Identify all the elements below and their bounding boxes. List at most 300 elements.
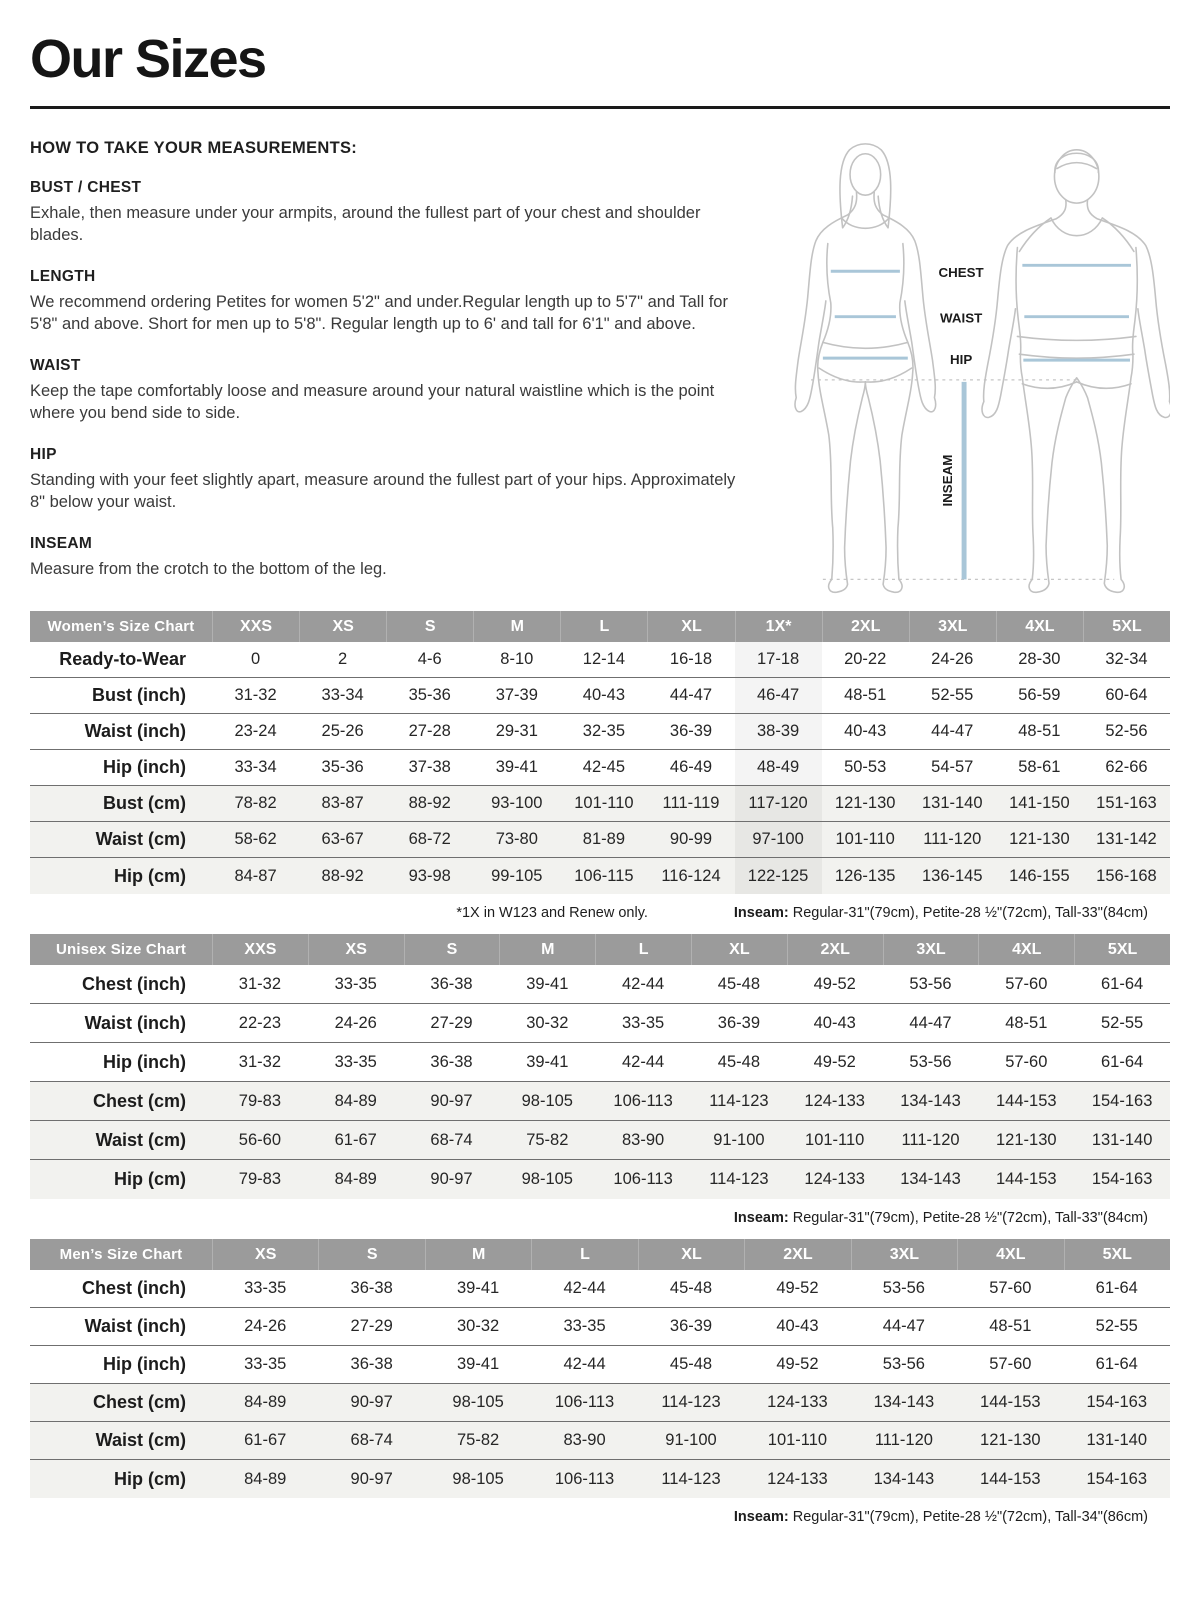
- section-body: Exhale, then measure under your armpits, around the fullest part of your chest and shoulder blades.: [30, 204, 701, 245]
- table-cell: 84-89: [244, 1393, 287, 1411]
- table-cell: 27-29: [430, 1013, 473, 1032]
- table-cell: 27-29: [350, 1317, 393, 1335]
- inseam-footnote-label: Inseam:: [733, 905, 789, 921]
- table-cell: 36-39: [669, 722, 713, 740]
- title-divider: [30, 106, 1170, 109]
- table-cell: 88-92: [408, 794, 451, 812]
- table-cell: 73-80: [495, 830, 538, 848]
- table-cell: 97-100: [735, 822, 822, 857]
- table-cell: 35-36: [408, 686, 451, 704]
- table-cell: 114-123: [661, 1393, 721, 1411]
- section-heading: LENGTH: [30, 267, 96, 285]
- table-cell: 44-47: [931, 722, 974, 740]
- table-cell: 57-60: [989, 1279, 1032, 1297]
- row-label: Hip (cm): [114, 1468, 186, 1489]
- mens-table-footnotes: [30, 1509, 1148, 1525]
- table-cell: 33-35: [244, 1279, 287, 1297]
- unisex-table-footnotes: [30, 1210, 1148, 1226]
- table-cell: 53-56: [909, 974, 952, 993]
- table-cell: 154-163: [1086, 1469, 1148, 1488]
- table-cell: 38-39: [735, 714, 822, 749]
- table-cell: 48-49: [735, 750, 822, 785]
- table-cell: 31-32: [238, 974, 281, 993]
- size-column-header: 4XL: [978, 934, 1074, 965]
- table-cell: 37-39: [495, 686, 538, 704]
- table-cell: 56-60: [238, 1130, 281, 1149]
- table-cell: 12-14: [582, 650, 625, 668]
- table-cell: 111-120: [923, 830, 982, 848]
- table-cell: 79-83: [238, 1170, 281, 1188]
- table-cell: 36-39: [669, 1317, 713, 1335]
- section-body: We recommend ordering Petites for women 5'2" and under.Regular length up to 5'7" and Tall for 5'8" and above. Short for men up to 5'8". Regular length up to 6' and tall for 6'1" and above.: [30, 292, 728, 334]
- table-cell: 84-89: [334, 1170, 377, 1188]
- section-waist: [30, 357, 754, 425]
- table-cell: 68-72: [408, 830, 451, 848]
- table-cell: 40-43: [582, 686, 625, 704]
- table-cell: 49-52: [813, 1052, 856, 1071]
- table-cell: 52-56: [1105, 722, 1148, 740]
- table-cell: 114-123: [709, 1170, 769, 1188]
- table-cell: 134-143: [900, 1170, 961, 1188]
- table-cell: 45-48: [669, 1279, 713, 1297]
- inseam-footnote-label: Inseam:: [733, 1509, 789, 1525]
- table-cell: 117-120: [735, 786, 822, 821]
- inseam-footnote-label: Inseam:: [733, 1210, 789, 1226]
- table-row: [30, 1422, 1170, 1460]
- womens-1x-footnote: *1X in W123 and Renew only.: [456, 905, 648, 921]
- male-tank-neckline: [1019, 218, 1134, 252]
- table-cell: 93-98: [408, 866, 451, 885]
- size-column-header: XL: [647, 611, 734, 642]
- table-cell: 39-41: [495, 758, 538, 776]
- table-cell: 28-30: [1018, 650, 1061, 668]
- table-row: [30, 678, 1170, 714]
- how-to-heading: HOW TO TAKE YOUR MEASUREMENTS:: [30, 139, 358, 157]
- table-cell: 30-32: [526, 1013, 569, 1032]
- table-cell: 121-130: [980, 1431, 1041, 1449]
- table-cell: 75-82: [457, 1431, 500, 1449]
- table-cell: 58-62: [234, 830, 277, 848]
- table-cell: 33-35: [334, 974, 377, 993]
- row-label: Chest (inch): [81, 973, 186, 994]
- table-cell: 62-66: [1105, 758, 1148, 776]
- row-label: Chest (inch): [81, 1278, 186, 1298]
- size-column-header: 3XL: [909, 611, 996, 642]
- table-row: [30, 1460, 1170, 1498]
- table-row: [30, 1121, 1170, 1160]
- mens-size-chart-table: [30, 1239, 1170, 1498]
- table-cell: 44-47: [882, 1317, 925, 1335]
- table-cell: 98-105: [521, 1091, 573, 1110]
- table-cell: 81-89: [582, 830, 625, 848]
- size-column-header: 5XL: [1064, 1239, 1170, 1270]
- table-cell: 48-51: [989, 1317, 1032, 1335]
- male-tank-hem: [1017, 336, 1136, 340]
- table-cell: 53-56: [882, 1279, 925, 1297]
- section-heading: WAIST: [30, 356, 81, 374]
- table-cell: 131-140: [1086, 1431, 1148, 1449]
- table-cell: 49-52: [813, 974, 856, 993]
- waist-label: WAIST: [940, 310, 983, 326]
- size-column-header: XXS: [212, 611, 299, 642]
- size-column-header: 1X*: [735, 611, 822, 642]
- table-cell: 90-99: [669, 830, 713, 848]
- table-cell: 35-36: [321, 758, 364, 776]
- size-column-header: 3XL: [851, 1239, 957, 1270]
- table-cell: 61-64: [1095, 1279, 1138, 1297]
- table-row: [30, 642, 1170, 678]
- table-cell: 53-56: [882, 1355, 925, 1373]
- size-column-header: 5XL: [1074, 934, 1170, 965]
- table-cell: 154-163: [1091, 1170, 1153, 1188]
- table-row: [30, 1308, 1170, 1346]
- page-title: Our Sizes: [30, 29, 266, 89]
- table-cell: 33-35: [244, 1355, 287, 1373]
- table-cell: 90-97: [350, 1393, 393, 1411]
- table-cell: 144-153: [996, 1091, 1057, 1110]
- table-cell: 101-110: [835, 830, 895, 848]
- table-row: [30, 1004, 1170, 1043]
- table-cell: 42-44: [563, 1279, 606, 1297]
- unisex-size-chart-table: [30, 934, 1170, 1199]
- table-cell: 52-55: [1100, 1013, 1144, 1032]
- table-cell: 84-89: [244, 1469, 287, 1488]
- female-outline: [795, 192, 865, 592]
- table-cell: 36-38: [430, 974, 473, 993]
- row-label: Chest (cm): [92, 1392, 186, 1412]
- size-column-header: XS: [299, 611, 386, 642]
- size-column-header: S: [318, 1239, 424, 1270]
- table-cell: 68-74: [350, 1431, 393, 1449]
- male-outline: [982, 200, 1077, 592]
- table-cell: 16-18: [669, 650, 713, 668]
- table-cell: 46-49: [669, 758, 713, 776]
- table-cell: 25-26: [321, 722, 364, 740]
- table-cell: 29-31: [495, 722, 538, 740]
- table-cell: 31-32: [238, 1052, 281, 1071]
- size-column-header: S: [404, 934, 500, 965]
- table-cell: 106-113: [613, 1170, 673, 1188]
- row-label: Waist (cm): [95, 1430, 186, 1450]
- size-column-header: XS: [212, 1239, 318, 1270]
- table-cell: 60-64: [1105, 686, 1148, 704]
- table-row: [30, 714, 1170, 750]
- section-inseam: [30, 535, 754, 580]
- table-cell: 33-34: [234, 758, 277, 776]
- table-cell: 30-32: [457, 1317, 500, 1335]
- table-cell: 39-41: [457, 1355, 500, 1373]
- size-column-header: L: [531, 1239, 637, 1270]
- table-cell: 124-133: [767, 1469, 828, 1488]
- table-cell: 90-97: [430, 1170, 473, 1188]
- section-body: Standing with your feet slightly apart, measure around the fullest part of your hips. Approximately 8" below your waist.: [30, 470, 736, 512]
- table-cell: 99-105: [491, 866, 543, 885]
- table-cell: 24-26: [931, 650, 974, 668]
- table-cell: 83-90: [621, 1130, 665, 1149]
- table-cell: 42-44: [563, 1355, 606, 1373]
- male-figure: [982, 150, 1170, 592]
- size-column-header: L: [560, 611, 647, 642]
- table-cell: 106-113: [554, 1393, 615, 1411]
- table-cell: 20-22: [844, 650, 887, 668]
- table-cell: 40-43: [813, 1013, 856, 1032]
- table-cell: 8-10: [500, 650, 534, 668]
- table-cell: 136-145: [921, 866, 983, 885]
- unisex-inseam-footnote: [734, 1210, 1148, 1226]
- table-cell: 48-51: [1018, 722, 1061, 740]
- inseam-footnote-text: Regular-31"(79cm), Petite-28 ½"(72cm), Tall-33"(84cm): [788, 1210, 1148, 1226]
- table-cell: 144-153: [996, 1170, 1057, 1188]
- table-title: Unisex Size Chart: [55, 941, 187, 958]
- womens-size-chart-table: [30, 611, 1170, 894]
- size-column-header: 2XL: [744, 1239, 850, 1270]
- size-column-header: M: [499, 934, 595, 965]
- size-column-header: XL: [691, 934, 787, 965]
- table-cell: 48-51: [1005, 1013, 1048, 1032]
- size-column-header: 2XL: [787, 934, 883, 965]
- table-cell: 88-92: [321, 866, 364, 885]
- instructions-column: [30, 133, 754, 611]
- table-row: [30, 1082, 1170, 1121]
- row-label: Waist (inch): [84, 1316, 186, 1336]
- table-row: [30, 965, 1170, 1004]
- size-column-header: 3XL: [883, 934, 979, 965]
- table-cell: 90-97: [430, 1091, 473, 1110]
- table-cell: 33-34: [321, 686, 364, 704]
- row-label: Hip (cm): [114, 865, 186, 886]
- size-column-header: XL: [638, 1239, 744, 1270]
- table-cell: 121-130: [834, 794, 896, 812]
- table-cell: 124-133: [804, 1091, 865, 1110]
- table-cell: 53-56: [909, 1052, 952, 1071]
- table-cell: 45-48: [669, 1355, 713, 1373]
- size-column-header: 2XL: [822, 611, 909, 642]
- row-label: Chest (cm): [92, 1090, 186, 1111]
- table-cell: 90-97: [350, 1469, 393, 1488]
- table-cell: 131-140: [1091, 1130, 1153, 1149]
- table-cell: 106-113: [613, 1091, 673, 1110]
- size-column-header: XS: [308, 934, 404, 965]
- table-cell: 154-163: [1086, 1393, 1148, 1411]
- table-cell: 46-47: [735, 678, 822, 713]
- female-face: [850, 154, 881, 195]
- table-row: [30, 858, 1170, 894]
- table-cell: 83-90: [563, 1431, 606, 1449]
- size-column-header: M: [425, 1239, 531, 1270]
- table-cell: 24-26: [334, 1013, 377, 1032]
- table-cell: 134-143: [873, 1393, 935, 1411]
- measurement-labels: [939, 265, 984, 506]
- table-cell: 126-135: [834, 866, 896, 885]
- table-cell: 68-74: [430, 1130, 473, 1149]
- table-cell: 23-24: [234, 722, 277, 740]
- table-row: [30, 1160, 1170, 1199]
- table-cell: 106-113: [554, 1469, 615, 1488]
- table-cell: 36-39: [717, 1013, 760, 1032]
- table-row: [30, 1384, 1170, 1422]
- row-label: Hip (cm): [114, 1169, 186, 1189]
- mens-inseam-footnote: [734, 1509, 1148, 1525]
- table-cell: 114-123: [709, 1091, 769, 1110]
- measurement-instructions-row: [30, 133, 1170, 611]
- table-cell: 144-153: [980, 1469, 1041, 1488]
- table-cell: 61-64: [1095, 1355, 1138, 1373]
- table-cell: 42-45: [582, 758, 625, 776]
- table-row: [30, 750, 1170, 786]
- table-cell: 32-35: [582, 722, 625, 740]
- table-cell: 101-110: [767, 1431, 828, 1449]
- size-column-header: S: [386, 611, 473, 642]
- row-label: Waist (inch): [84, 1012, 186, 1033]
- table-cell: 61-64: [1100, 1052, 1144, 1071]
- table-cell: 151-163: [1096, 794, 1157, 812]
- table-cell: 2: [338, 650, 348, 668]
- table-cell: 156-168: [1096, 866, 1157, 885]
- table-cell: 33-35: [334, 1052, 377, 1071]
- table-cell: 52-55: [1095, 1317, 1138, 1335]
- table-cell: 61-64: [1100, 974, 1144, 993]
- table-cell: 52-55: [931, 686, 974, 704]
- table-cell: 36-38: [430, 1052, 473, 1071]
- row-label: Hip (inch): [103, 1051, 186, 1072]
- table-cell: 57-60: [1005, 974, 1048, 993]
- hip-label: HIP: [950, 352, 973, 368]
- table-cell: 4-6: [417, 650, 442, 668]
- table-row: [30, 786, 1170, 822]
- table-cell: 57-60: [1005, 1052, 1048, 1071]
- table-cell: 154-163: [1091, 1091, 1153, 1110]
- table-cell: 45-48: [717, 1052, 760, 1071]
- table-cell: 121-130: [1009, 830, 1070, 848]
- table-cell: 111-120: [901, 1130, 960, 1149]
- inseam-footnote-text: Regular-31"(79cm), Petite-28 ½"(72cm), Tall-33"(84cm): [788, 905, 1148, 921]
- size-column-header: 4XL: [957, 1239, 1063, 1270]
- table-cell: 40-43: [776, 1317, 819, 1335]
- table-title: Women’s Size Chart: [47, 618, 195, 635]
- table-cell: 101-110: [805, 1130, 865, 1149]
- table-cell: 57-60: [989, 1355, 1032, 1373]
- table-cell: 27-28: [408, 722, 451, 740]
- table-cell: 33-35: [621, 1013, 665, 1032]
- table-cell: 79-83: [238, 1091, 281, 1110]
- table-cell: 61-67: [334, 1130, 377, 1149]
- table-cell: 44-47: [909, 1013, 952, 1032]
- table-cell: 32-34: [1105, 650, 1148, 668]
- table-cell: 48-51: [844, 686, 887, 704]
- inseam-label: INSEAM: [940, 454, 956, 507]
- table-cell: 134-143: [900, 1091, 961, 1110]
- size-column-header: M: [473, 611, 560, 642]
- table-row: [30, 1043, 1170, 1082]
- size-column-header: XXS: [212, 934, 308, 965]
- table-cell: 98-105: [452, 1393, 504, 1411]
- table-cell: 45-48: [717, 974, 760, 993]
- table-cell: 0: [250, 650, 261, 668]
- row-label: Bust (cm): [102, 793, 186, 813]
- table-cell: 124-133: [767, 1393, 828, 1411]
- size-column-header: 5XL: [1083, 611, 1170, 642]
- section-body: Measure from the crotch to the bottom of the leg.: [30, 559, 387, 578]
- body-measurement-illustration: [772, 133, 1170, 607]
- table-cell: 93-100: [491, 794, 543, 812]
- table-cell: 124-133: [804, 1170, 865, 1188]
- table-cell: 31-32: [234, 686, 277, 704]
- section-hip: [30, 446, 754, 514]
- row-label: Hip (inch): [103, 1354, 186, 1374]
- table-cell: 17-18: [735, 642, 822, 677]
- table-row: [30, 1270, 1170, 1308]
- section-heading: HIP: [30, 445, 57, 463]
- row-label: Hip (inch): [103, 757, 186, 777]
- table-cell: 122-125: [735, 858, 822, 894]
- table-cell: 39-41: [526, 974, 569, 993]
- section-heading: INSEAM: [30, 534, 93, 552]
- table-cell: 98-105: [521, 1170, 573, 1188]
- table-title: Men’s Size Chart: [59, 1246, 183, 1263]
- table-cell: 78-82: [234, 794, 277, 812]
- table-cell: 84-89: [334, 1091, 377, 1110]
- measurement-figure-column: [772, 133, 1170, 611]
- table-cell: 111-119: [662, 794, 720, 812]
- table-cell: 39-41: [457, 1279, 500, 1297]
- row-label: Waist (cm): [95, 829, 186, 849]
- table-cell: 121-130: [996, 1130, 1057, 1149]
- womens-inseam-footnote: [734, 905, 1148, 921]
- table-row: [30, 1346, 1170, 1384]
- female-swimsuit-bottom: [819, 342, 912, 382]
- chest-label: CHEST: [938, 265, 984, 281]
- table-cell: 50-53: [844, 758, 887, 776]
- table-cell: 36-38: [350, 1279, 393, 1297]
- table-cell: 84-87: [234, 866, 277, 885]
- table-header-row: [30, 611, 1170, 642]
- table-cell: 58-61: [1018, 758, 1061, 776]
- table-cell: 63-67: [321, 830, 364, 848]
- table-cell: 39-41: [526, 1052, 569, 1071]
- row-label: Waist (cm): [95, 1129, 186, 1150]
- table-cell: 54-57: [931, 758, 974, 776]
- table-cell: 40-43: [844, 722, 887, 740]
- table-cell: 106-115: [574, 866, 634, 885]
- table-cell: 111-120: [874, 1431, 933, 1449]
- table-cell: 144-153: [980, 1393, 1041, 1411]
- table-cell: 56-59: [1018, 686, 1061, 704]
- row-label: Ready-to-Wear: [59, 649, 186, 669]
- table-header-row: [30, 1239, 1170, 1270]
- female-figure: [795, 144, 936, 592]
- table-cell: 42-44: [621, 1052, 665, 1071]
- table-row: [30, 822, 1170, 858]
- table-cell: 24-26: [244, 1317, 287, 1335]
- table-cell: 75-82: [526, 1130, 569, 1149]
- womens-table-footnotes: [30, 905, 1148, 921]
- table-cell: 36-38: [350, 1355, 393, 1373]
- table-cell: 22-23: [238, 1013, 281, 1032]
- table-cell: 49-52: [776, 1355, 819, 1373]
- table-cell: 33-35: [563, 1317, 606, 1335]
- table-cell: 134-143: [873, 1469, 935, 1488]
- table-cell: 42-44: [621, 974, 665, 993]
- table-cell: 44-47: [669, 686, 713, 704]
- inseam-footnote-text: Regular-31"(79cm), Petite-28 ½"(72cm), Tall-34"(86cm): [788, 1509, 1148, 1525]
- table-cell: 61-67: [244, 1431, 287, 1449]
- row-label: Bust (inch): [92, 685, 186, 705]
- section-body: Keep the tape comfortably loose and measure around your natural waistline which is the point where you bend side to side.: [30, 381, 715, 423]
- row-label: Waist (inch): [84, 721, 186, 741]
- table-cell: 98-105: [452, 1469, 504, 1488]
- table-cell: 114-123: [661, 1469, 721, 1488]
- female-swimsuit-neckline: [842, 218, 889, 228]
